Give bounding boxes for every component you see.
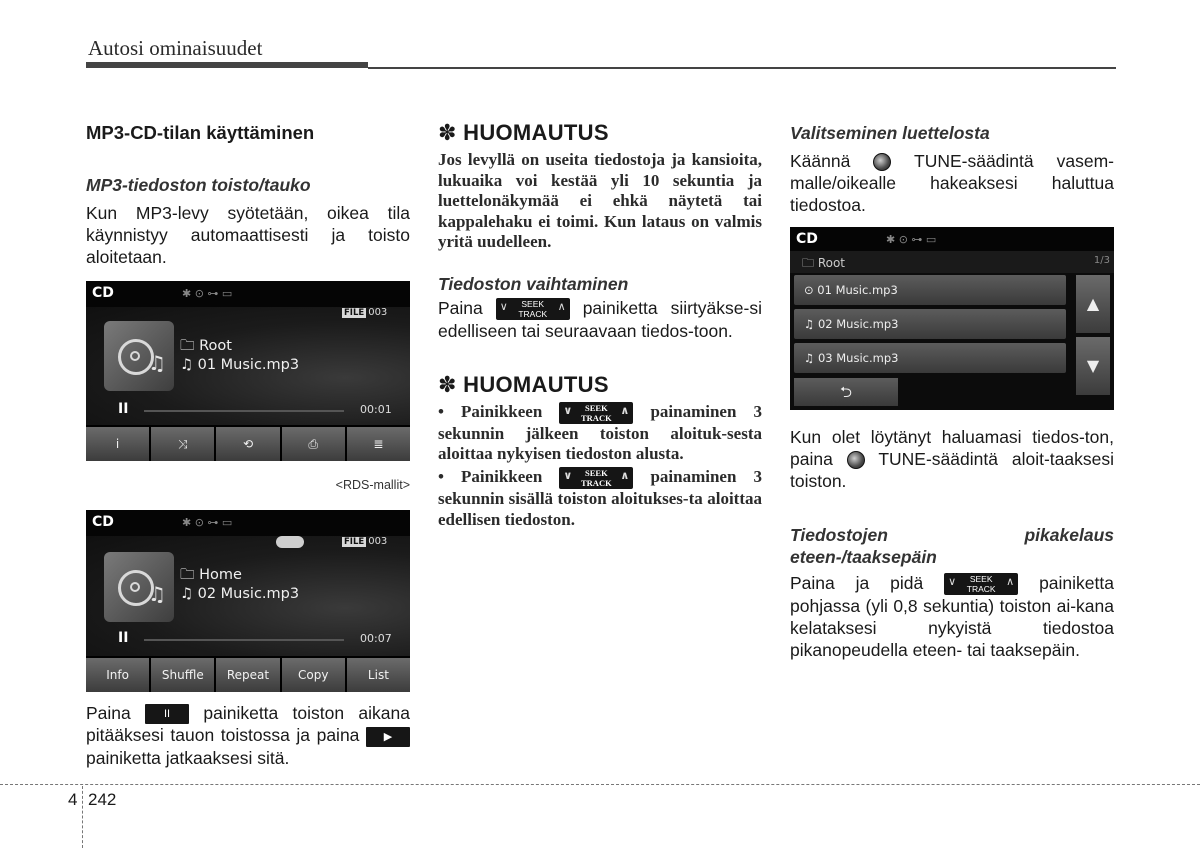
- note-text-1: Jos levyllä on useita tiedostoja ja kansioita, lukuaika voi kestää yli 10 sekuntia ja luettelonäkymää ei ehkä näytetä tai kappalehaku ei toimi. Kun lataus on valmis yritä uudelleen.: [438, 150, 762, 251]
- info-button[interactable]: i: [86, 427, 149, 461]
- left-column: [86, 122, 410, 268]
- play-button-icon: ▶: [366, 727, 410, 747]
- music-note-icon: ♫: [148, 582, 166, 606]
- note-bullet-1: • Painikkeen ∨ SEEK TRACK ∧ painaminen 3 sekunnin jälkeen toiston aloituk-sesta aloittaa nykyisen tiedoston alusta.: [438, 401, 762, 464]
- page-number: 242: [88, 790, 117, 809]
- middle-column: [438, 120, 762, 530]
- list-button[interactable]: ≣: [347, 427, 410, 461]
- track-name: ♫ 02 Music.mp3: [180, 586, 300, 602]
- status-icons: ✱ ⊙ ⊶ ▭: [182, 287, 233, 300]
- elapsed-time: 00:01: [360, 403, 392, 416]
- folder-bar: [790, 251, 1114, 273]
- screen-button-row: [86, 425, 410, 461]
- list-item[interactable]: ♫ 03 Music.mp3: [794, 343, 1066, 373]
- page-indicator: 1/3: [1093, 255, 1110, 266]
- file-counter: FILE 003: [344, 307, 388, 318]
- rds-models-label: <RDS-mallit>: [335, 478, 410, 492]
- cd-screen-2: [86, 510, 410, 692]
- paragraph-fast-forward: Paina ja pidä ∨ SEEK TRACK ∧ painiketta pohjassa (yli 0,8 sekuntia) toiston ai-kana kelataksesi nykyistä tiedostoa pikanopeudella eteen- tai taaksepäin.: [790, 573, 1114, 661]
- screen-main-area: [86, 536, 410, 656]
- screen-button-row: [86, 656, 410, 692]
- screen-status-bar: [86, 510, 410, 536]
- screen-status-bar: [86, 281, 410, 307]
- folder-name: 🗀 Home: [180, 567, 242, 583]
- file-counter: FILE 003: [344, 536, 388, 547]
- back-button[interactable]: ⮌: [794, 378, 898, 406]
- right-column-lower: [790, 426, 1114, 661]
- section-title: MP3-CD-tilan käyttäminen: [86, 122, 315, 143]
- copy-button[interactable]: ⎙: [282, 427, 345, 461]
- status-icons: ✱ ⊙ ⊶ ▭: [182, 516, 233, 529]
- paragraph-playback: Kun MP3-levy syötetään, oikea tila käynnistyy automaattisesti ja toisto aloitetaan.: [86, 203, 410, 267]
- pause-button-icon: II: [145, 704, 189, 724]
- list-item[interactable]: ♫ 02 Music.mp3: [794, 309, 1066, 339]
- track-name: ♫ 01 Music.mp3: [180, 357, 300, 373]
- progress-bar: [144, 639, 344, 641]
- screen-status-bar: [790, 227, 1114, 251]
- note-bullet-2: • Painikkeen ∨ SEEK TRACK ∧ painaminen 3 sekunnin sisällä toiston aloitukses-ta aloittaa edellisen tiedoston.: [438, 466, 762, 529]
- footer-dashed-divider: [82, 786, 83, 848]
- note-heading-2: ✽ HUOMAUTUS: [438, 371, 609, 397]
- paragraph-change-file: Paina ∨ SEEK TRACK ∧ painiketta siirtyäkse-si edelliseen tai seuraavaan tiedos-toon.: [438, 297, 762, 341]
- subheading-fast-forward: Tiedostojen pikakelaus eteen-/taaksepäin: [790, 525, 1114, 567]
- pause-indicator-icon: II: [118, 401, 129, 417]
- music-note-icon: ♫: [148, 351, 166, 375]
- status-icons: ✱ ⊙ ⊶ ▭: [886, 233, 937, 246]
- album-art-icon: [104, 552, 174, 622]
- repeat-button[interactable]: ⟲: [216, 427, 279, 461]
- tune-knob-icon: [873, 153, 891, 171]
- chapter-number: 4: [68, 790, 78, 809]
- repeat-button[interactable]: Repeat: [216, 658, 279, 692]
- paragraph-select-list: Käännä TUNE-säädintä vasem-malle/oikealle hakeaksesi haluttua tiedostoa.: [790, 151, 1114, 215]
- elapsed-time: 00:07: [360, 632, 392, 645]
- cd-screen-1: [86, 281, 410, 461]
- rds-toggle-icon: [276, 536, 304, 548]
- list-screen: [790, 227, 1114, 410]
- subheading-select-list: Valitseminen luettelosta: [790, 123, 990, 143]
- copy-button[interactable]: Copy: [282, 658, 345, 692]
- scroll-down-button[interactable]: ▼: [1076, 337, 1110, 395]
- screen-mode-label: CD: [92, 514, 114, 530]
- info-button[interactable]: Info: [86, 658, 149, 692]
- list-item[interactable]: ⊙ 01 Music.mp3: [794, 275, 1066, 305]
- shuffle-button[interactable]: ⤨: [151, 427, 214, 461]
- footer-dashed-rule: [0, 784, 1200, 785]
- folder-name: 🗀 Root: [180, 338, 232, 354]
- album-art-icon: [104, 321, 174, 391]
- right-column: [790, 122, 1114, 216]
- paragraph-pause-play: Paina II painiketta toiston aikana pitääksesi tauon toistossa ja paina ▶ painiketta jatkaaksesi sitä.: [86, 703, 410, 768]
- header-rule-thick: [86, 62, 368, 68]
- scroll-up-button[interactable]: ▲: [1076, 275, 1110, 333]
- seek-track-button-icon: ∨ SEEK TRACK ∧: [559, 402, 633, 424]
- screen-mode-label: CD: [796, 231, 818, 247]
- tune-knob-icon: [847, 451, 865, 469]
- seek-track-button-icon: ∨ SEEK TRACK ∧: [496, 298, 570, 320]
- screen-main-area: [86, 307, 410, 425]
- shuffle-button[interactable]: Shuffle: [151, 658, 214, 692]
- pause-indicator-icon: II: [118, 630, 129, 646]
- paragraph-start-playback: Kun olet löytänyt haluamasi tiedos-ton, paina TUNE-säädintä aloit-taaksesi toiston.: [790, 427, 1114, 491]
- subheading-change-file: Tiedoston vaihtaminen: [438, 273, 629, 294]
- folder-name: 🗀 Root: [802, 256, 846, 270]
- note-heading-1: ✽ HUOMAUTUS: [438, 120, 609, 145]
- subheading-playback: MP3-tiedoston toisto/tauko: [86, 175, 311, 195]
- progress-bar: [144, 410, 344, 412]
- list-button[interactable]: List: [347, 658, 410, 692]
- seek-track-button-icon: ∨ SEEK TRACK ∧: [559, 467, 633, 489]
- header-rule-thin: [368, 67, 1116, 69]
- running-header: Autosi ominaisuudet: [88, 36, 263, 60]
- seek-track-button-icon: ∨ SEEK TRACK ∧: [944, 573, 1018, 595]
- screen-mode-label: CD: [92, 285, 114, 301]
